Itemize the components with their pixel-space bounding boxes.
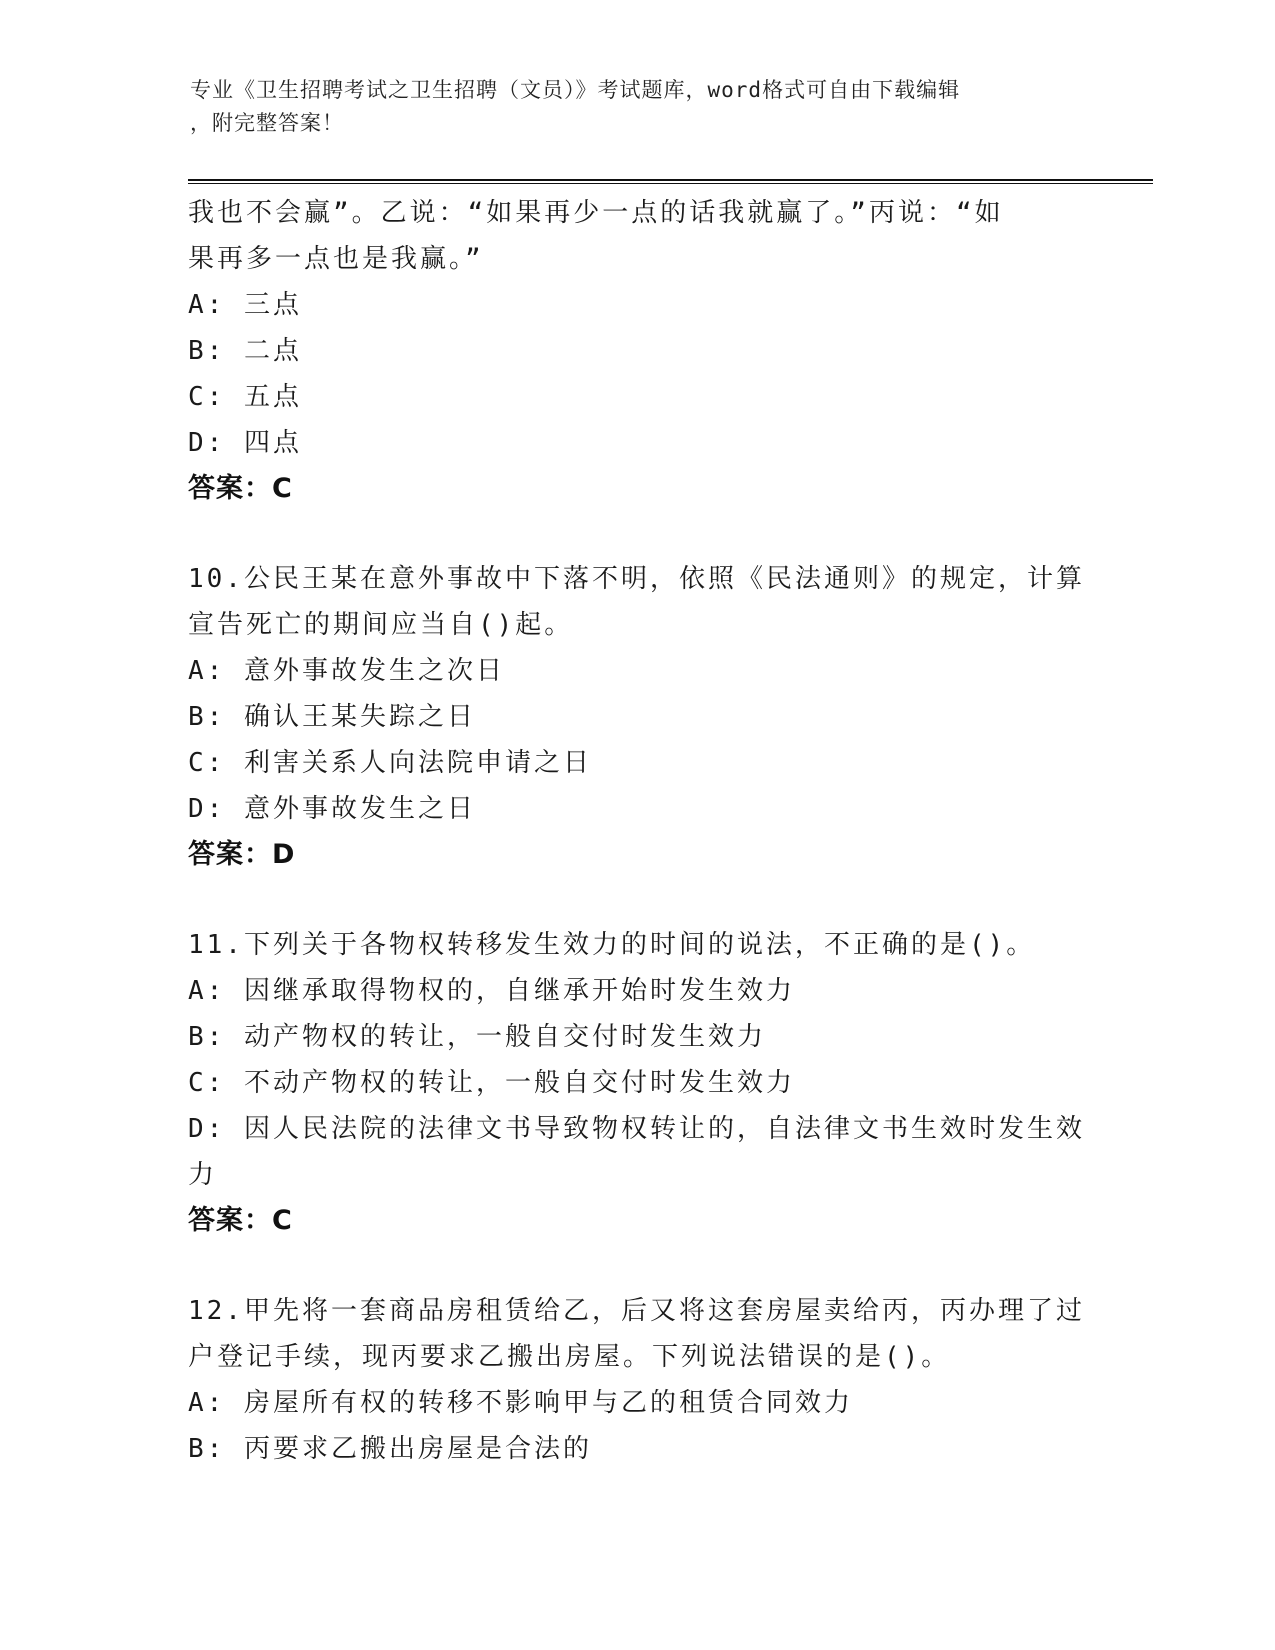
question-12 (188, 1288, 1088, 1472)
option-b: B: 确认王某失踪之日 (188, 702, 476, 732)
question-stem-line: 宣告死亡的期间应当自()起。 (188, 610, 574, 640)
option-c: C: 五点 (188, 382, 302, 412)
header-divider-thin (188, 183, 1153, 184)
question-stem-line: 12.甲先将一套商品房租赁给乙，后又将这套房屋卖给丙，丙办理了过 (188, 1296, 1085, 1326)
answer: 答案：D (188, 839, 296, 870)
option-a: A: 意外事故发生之次日 (188, 656, 505, 686)
option-b: B: 二点 (188, 336, 302, 366)
option-c: C: 利害关系人向法院申请之日 (188, 748, 592, 778)
question-stem-line: 户登记手续，现丙要求乙搬出房屋。下列说法错误的是()。 (188, 1342, 951, 1372)
answer: 答案：C (188, 1205, 293, 1236)
question-11 (188, 922, 1088, 1244)
question-stem-line: 11.下列关于各物权转移发生效力的时间的说法，不正确的是()。 (188, 930, 1036, 960)
option-b: B: 丙要求乙搬出房屋是合法的 (188, 1434, 592, 1464)
option-d: D: 四点 (188, 428, 302, 458)
answer: 答案：C (188, 473, 293, 504)
header-line-2: ，附完整答案！ (190, 111, 344, 135)
header-divider-thick (188, 179, 1153, 181)
document-header (190, 74, 1090, 140)
question-content (188, 190, 1088, 1472)
option-a: A: 因继承取得物权的，自继承开始时发生效力 (188, 976, 795, 1006)
option-a: A: 三点 (188, 290, 302, 320)
option-b: B: 动产物权的转让，一般自交付时发生效力 (188, 1022, 766, 1052)
question-10 (188, 556, 1088, 878)
header-line-1: 专业《卫生招聘考试之卫生招聘（文员）》考试题库，word格式可自由下载编辑 (190, 78, 961, 102)
question-9-continuation (188, 190, 1088, 512)
option-d: D: 意外事故发生之日 (188, 794, 476, 824)
question-stem-line: 果再多一点也是我赢。” (188, 244, 484, 274)
option-d: D: 因人民法院的法律文书导致物权转让的，自法律文书生效时发生效 (188, 1114, 1085, 1144)
option-a: A: 房屋所有权的转移不影响甲与乙的租赁合同效力 (188, 1388, 853, 1418)
question-stem-line: 10.公民王某在意外事故中下落不明，依照《民法通则》的规定，计算 (188, 564, 1085, 594)
question-stem-line: 我也不会赢”。乙说：“如果再少一点的话我就赢了。”丙说：“如 (188, 198, 1004, 228)
option-c: C: 不动产物权的转让，一般自交付时发生效力 (188, 1068, 795, 1098)
option-d-continued: 力 (188, 1160, 218, 1190)
